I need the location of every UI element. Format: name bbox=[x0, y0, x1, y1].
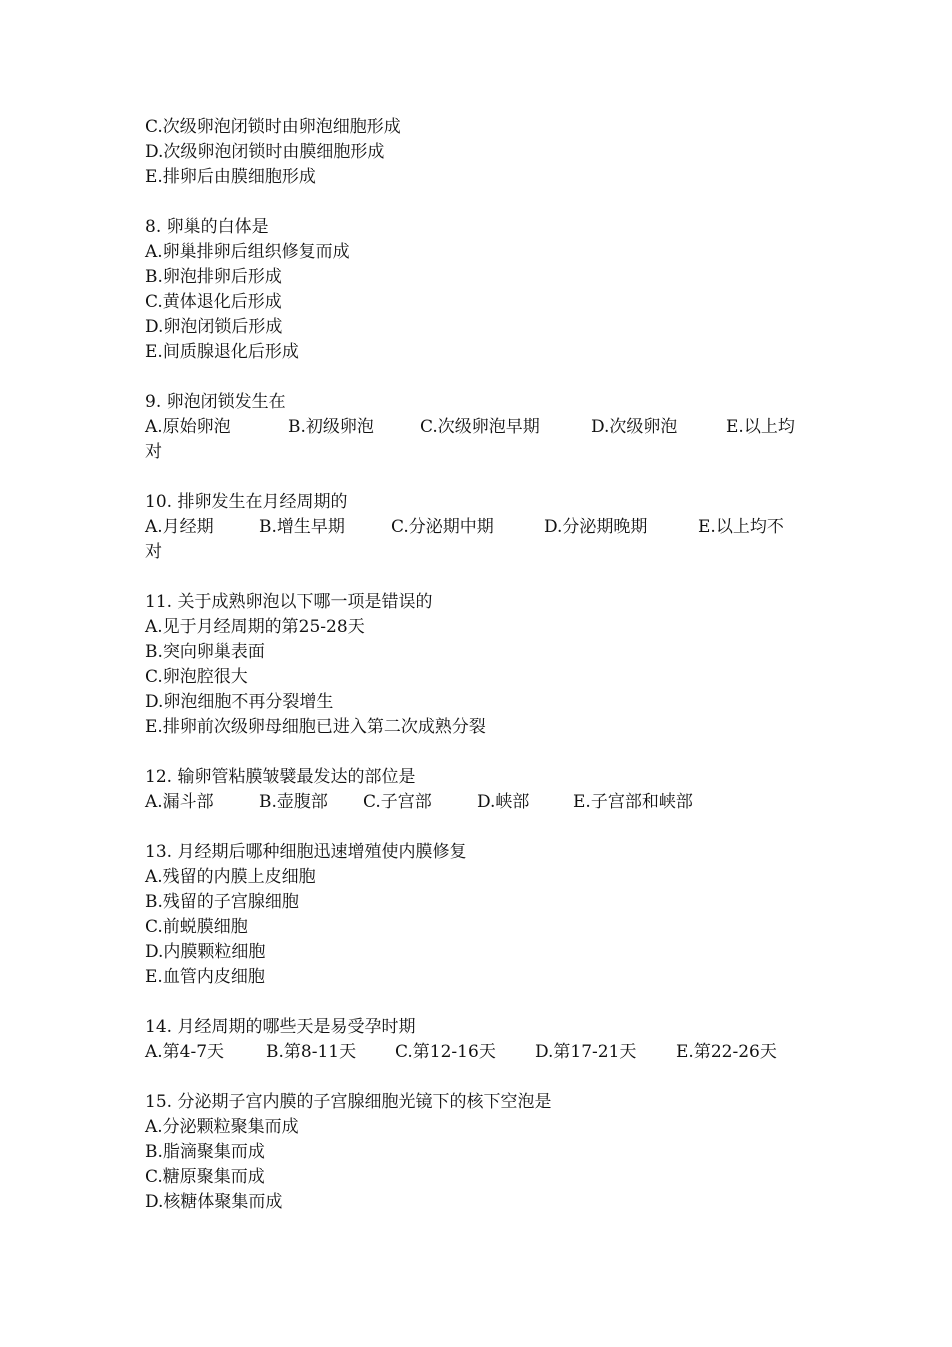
option-c: C.分泌期中期 bbox=[391, 517, 494, 537]
question-list bbox=[145, 115, 825, 1215]
option-c: C.子宫部 bbox=[363, 792, 432, 812]
option-row bbox=[145, 515, 825, 540]
option-d: D.内膜颗粒细胞 bbox=[145, 942, 266, 962]
option-c: C.第12-16天 bbox=[395, 1042, 496, 1062]
option-b: B.第8-11天 bbox=[266, 1042, 357, 1062]
question-15 bbox=[145, 1090, 825, 1215]
option-d: D.分泌期晚期 bbox=[544, 517, 648, 537]
option-row bbox=[145, 1040, 825, 1065]
option-d: D.核糖体聚集而成 bbox=[145, 1192, 283, 1212]
option-d: D.卵泡闭锁后形成 bbox=[145, 317, 283, 337]
option-row bbox=[145, 790, 825, 815]
question-12 bbox=[145, 765, 825, 815]
option-c: C.前蜕膜细胞 bbox=[145, 917, 248, 937]
question-stem: 8. 卵巢的白体是 bbox=[145, 217, 269, 237]
option-b: B.壶腹部 bbox=[259, 792, 328, 812]
question-stem: 9. 卵泡闭锁发生在 bbox=[145, 392, 286, 412]
option-b: B.突向卵巢表面 bbox=[145, 642, 265, 662]
option-e: E.以上均 bbox=[726, 417, 795, 437]
option-a: A.原始卵泡 bbox=[145, 417, 231, 437]
question-stem: 12. 输卵管粘膜皱襞最发达的部位是 bbox=[145, 767, 416, 787]
question-10 bbox=[145, 490, 825, 565]
question-9 bbox=[145, 390, 825, 465]
option-a: A.分泌颗粒聚集而成 bbox=[145, 1117, 299, 1137]
option-row bbox=[145, 415, 825, 440]
option-c: C.次级卵泡早期 bbox=[420, 417, 540, 437]
option-e: E.排卵前次级卵母细胞已进入第二次成熟分裂 bbox=[145, 717, 486, 737]
option-b: B.增生早期 bbox=[259, 517, 345, 537]
option-e: E.第22-26天 bbox=[676, 1042, 777, 1062]
question-8 bbox=[145, 215, 825, 365]
option-c: C.卵泡腔很大 bbox=[145, 667, 248, 687]
question-13 bbox=[145, 840, 825, 990]
option-a: A.第4-7天 bbox=[145, 1042, 225, 1062]
option-a: A.残留的内膜上皮细胞 bbox=[145, 867, 316, 887]
option-e-wrap: 对 bbox=[145, 542, 162, 562]
question-7-tail bbox=[145, 115, 825, 190]
option-d: D.峡部 bbox=[477, 792, 530, 812]
option-a: A.卵巢排卵后组织修复而成 bbox=[145, 242, 350, 262]
option-e: E.排卵后由膜细胞形成 bbox=[145, 167, 316, 187]
question-stem: 13. 月经期后哪种细胞迅速增殖使内膜修复 bbox=[145, 842, 467, 862]
option-d: D.第17-21天 bbox=[535, 1042, 637, 1062]
option-b: B.卵泡排卵后形成 bbox=[145, 267, 282, 287]
question-stem: 10. 排卵发生在月经周期的 bbox=[145, 492, 348, 512]
option-e: E.以上均不 bbox=[698, 517, 784, 537]
option-c: C.黄体退化后形成 bbox=[145, 292, 282, 312]
option-b: B.残留的子宫腺细胞 bbox=[145, 892, 299, 912]
option-c: C.糖原聚集而成 bbox=[145, 1167, 265, 1187]
option-d: D.次级卵泡 bbox=[591, 417, 678, 437]
option-a: A.月经期 bbox=[145, 517, 214, 537]
option-e: E.间质腺退化后形成 bbox=[145, 342, 299, 362]
option-d: D.卵泡细胞不再分裂增生 bbox=[145, 692, 334, 712]
option-a: A.见于月经周期的第25-28天 bbox=[145, 617, 365, 637]
question-11 bbox=[145, 590, 825, 740]
question-stem: 11. 关于成熟卵泡以下哪一项是错误的 bbox=[145, 592, 433, 612]
option-e-wrap: 对 bbox=[145, 442, 162, 462]
option-b: B.脂滴聚集而成 bbox=[145, 1142, 265, 1162]
option-b: B.初级卵泡 bbox=[288, 417, 374, 437]
question-14 bbox=[145, 1015, 825, 1065]
question-stem: 15. 分泌期子宫内膜的子宫腺细胞光镜下的核下空泡是 bbox=[145, 1092, 552, 1112]
option-c: C.次级卵泡闭锁时由卵泡细胞形成 bbox=[145, 117, 401, 137]
option-e: E.子宫部和峡部 bbox=[573, 792, 693, 812]
option-a: A.漏斗部 bbox=[145, 792, 214, 812]
option-e: E.血管内皮细胞 bbox=[145, 967, 265, 987]
option-d: D.次级卵泡闭锁时由膜细胞形成 bbox=[145, 142, 385, 162]
question-stem: 14. 月经周期的哪些天是易受孕时期 bbox=[145, 1017, 416, 1037]
